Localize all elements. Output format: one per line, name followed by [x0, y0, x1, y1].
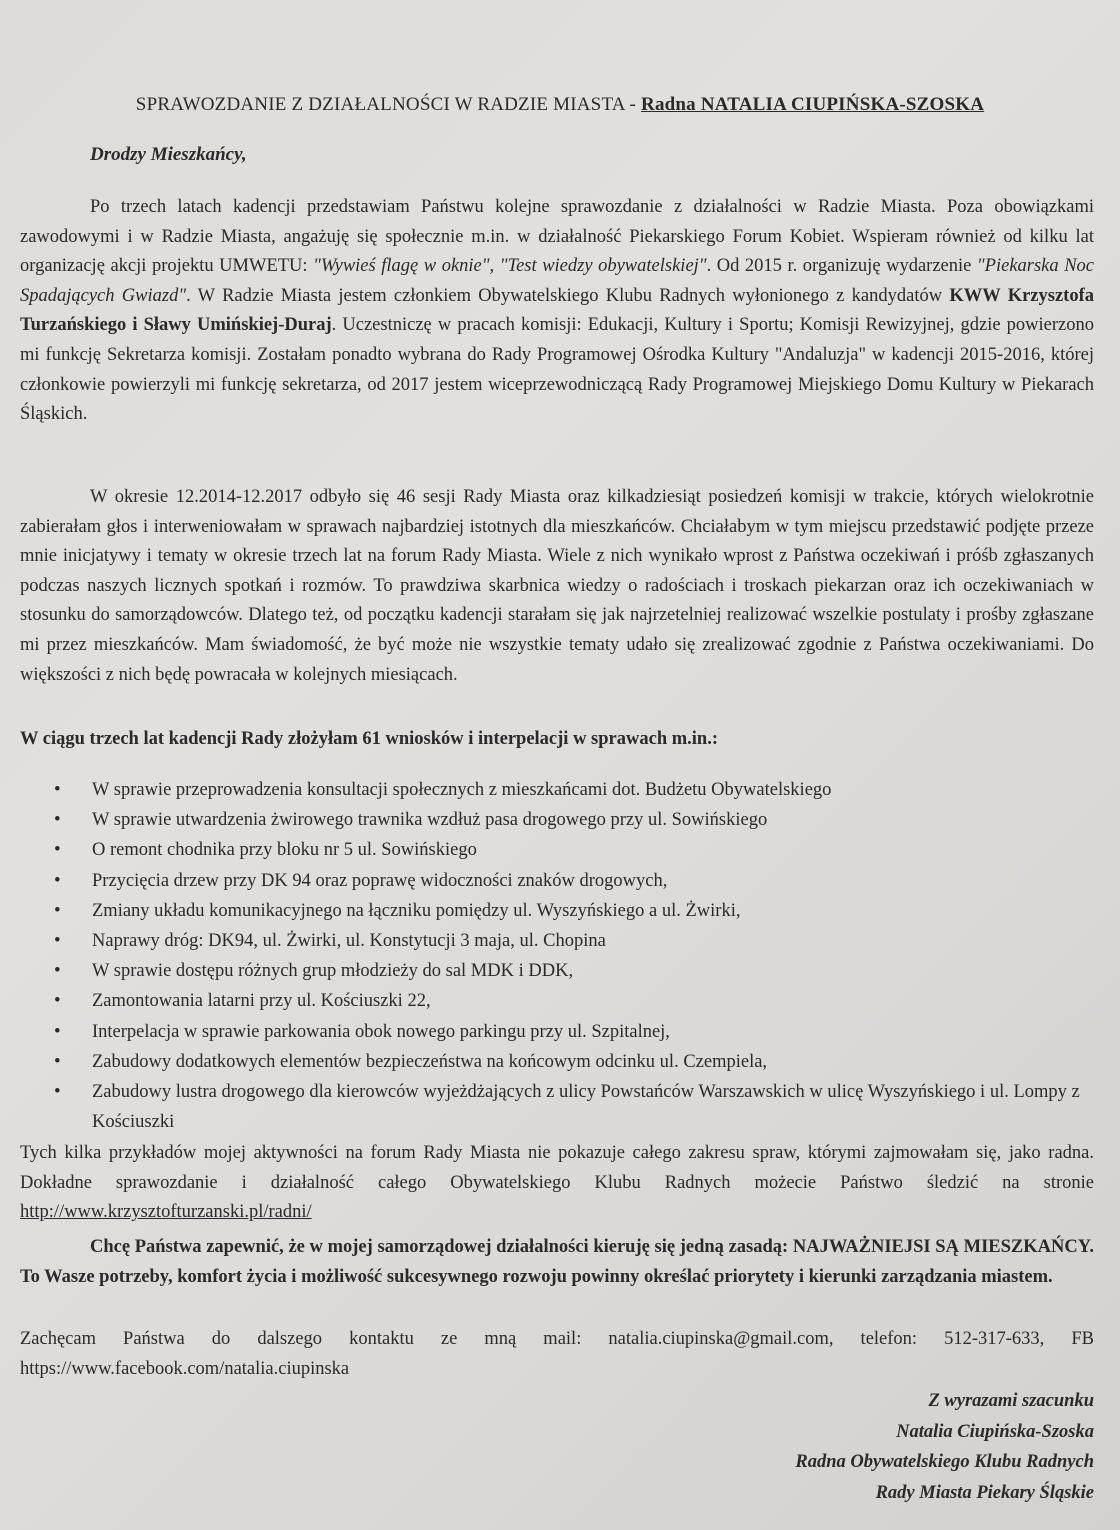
intro-text-2: . Od 2015 r. organizuję wydarzenie [706, 256, 977, 277]
signature-closing: Z wyrazami szacunku [928, 1391, 1094, 1411]
list-heading: W ciągu trzech lat kadencji Rady złożyłam 61 wniosków i interpelacji w sprawach m.in.: [20, 729, 718, 749]
title-name: Radna NATALIA CIUPIŃSKA-SZOSKA [641, 94, 985, 115]
website-link[interactable]: http://www.krzysztofturzanski.pl/radni/ [20, 1202, 312, 1223]
signature-role: Radna Obywatelskiego Klubu Radnych [795, 1452, 1094, 1472]
list-item: • Zabudowy lustra drogowego dla kierowców wyjeżdżających z ulicy Powstańców Warszawskich w ulicę Wyszyńskiego i ul. Lompy z Kościuszki [0, 1077, 1100, 1137]
signature-name: Natalia Ciupińska-Szoska [896, 1421, 1094, 1442]
intro-text-1: Po trzech latach kadencji przedstawiam Państwu kolejne sprawozdanie z działalności w Radzie Miasta. Poza obowiązkami zawodowymi i w Radzie Miasta, angażuję się społecznie m.in. w działalność Piekarskiego Forum Kobiet. Wspieram również od kilku lat organizację akcji projektu UMWETU: [20, 197, 1094, 277]
list-item: • Przycięcia drzew przy DK 94 oraz poprawę widoczności znaków drogowych, [0, 866, 1100, 896]
intro-text-4: . Uczestniczę w pracach komisji: Edukacji, Kultury i Sportu; Komisji Rewizyjnej, gdzie powierzono mi funkcję Sekretarza komisji. Zostałam ponadto wybrana do Rady Programowej Ośrodka Kultury "Andaluzja" w kadencji 2015-2016, której członkowie powierzyli mi funkcję sekretarza, od 2017 jestem wiceprzewodniczącą Rady Programowej Miejskiego Domu Kultury w Piekarach Śląskich. [20, 315, 1095, 425]
list-item: • Interpelacja w sprawie parkowania obok nowego parkingu przy ul. Szpitalnej, [0, 1017, 1100, 1047]
list-item: • Zabudowy dodatkowych elementów bezpieczeństwa na końcowym odcinku ul. Czempiela, [0, 1047, 1100, 1077]
period-paragraph: W okresie 12.2014-12.2017 odbyło się 46 sesji Rady Miasta oraz kilkadziesiąt posiedzeń komisji w trakcie, których wielokrotnie zabierałam głos i interweniowałam w sprawach najbardziej istotnych dla mieszkańców. Chciałabym w tym miejscu przedstawić podjęte przeze mnie inicjatywy i tematy w okresie trzech lat na forum Rady Miasta. Wiele z nich wynikało wprost z Państwa oczekiwań i próśb zgłaszanych podczas naszych licznych spotkań i rozmów. To prawdziwa skarbnica wiedzy o radościach i troskach piekarzan oraz ich oczekiwaniach w stosunku do samorządowców. Dlatego też, od początku kadencji starałam się jak najrzetelniej realizować wszelkie postulaty i prośby zgłaszane mi przez mieszkańców. Mam świadomość, że być może nie wszystkie tematy udało się zrealizować zgodnie z Państwa oczekiwaniami. Do większości z nich będę powracała w kolejnych miesiącach. [20, 487, 1094, 685]
contact-paragraph: Zachęcam Państwa do dalszego kontaktu ze mną mail: natalia.ciupinska@gmail.com, telefon: 512-317-633, FB https://www.facebook.com/natalia.ciupinska [20, 1329, 1094, 1379]
list-item: • W sprawie przeprowadzenia konsultacji społecznych z mieszkańcami dot. Budżetu Obywatelskiego [0, 775, 1100, 805]
list-item: • Zmiany układu komunikacyjnego na łączniku pomiędzy ul. Wyszyńskiego a ul. Żwirki, [0, 896, 1100, 926]
intro-bold-1: KWW Krzysztofa Turzańskiego i Sławy Umińskiej-Duraj [20, 285, 1094, 336]
intro-text-3: . W Radzie Miasta jestem członkiem Obywatelskiego Klubu Radnych wyłonionego z kandydatów [186, 285, 950, 306]
document-title [0, 94, 1120, 116]
list-item: • Zamontowania latarni przy ul. Kościuszki 22, [0, 986, 1100, 1016]
signature-council: Rady Miasta Piekary Śląskie [875, 1482, 1094, 1503]
principle-paragraph: Chcę Państwa zapewnić, że w mojej samorządowej działalności kieruję się jedną zasadą: NAJWAŻNIEJSI SĄ MIESZKAŃCY. To Wasze potrzeby, komfort życia i możliwość sukcesywnego rozwoju powinny określać priorytety i kierunki zarządzania miastem. [20, 1237, 1094, 1287]
list-item: • W sprawie utwardzenia żwirowego trawnika wzdłuż pasa drogowego przy ul. Sowińskiego [0, 805, 1100, 835]
intro-paragraph [20, 193, 1094, 430]
request-list [0, 775, 1100, 1137]
summary-text: Tych kilka przykładów mojej aktywności na forum Rady Miasta nie pokazuje całego zakresu spraw, którymi zajmowałam się, jako radna. Dokładne sprawozdanie i działalność całego Obywatelskiego Klubu Radnych możecie Państwo śledzić na stronie [20, 1143, 1094, 1193]
greeting: Drodzy Mieszkańcy, [90, 144, 247, 165]
summary-paragraph [20, 1139, 1094, 1228]
list-item: • Naprawy dróg: DK94, ul. Żwirki, ul. Konstytucji 3 maja, ul. Chopina [0, 926, 1100, 956]
signature-block [795, 1386, 1094, 1508]
list-item: • O remont chodnika przy bloku nr 5 ul. Sowińskiego [0, 835, 1100, 865]
list-item: • W sprawie dostępu różnych grup młodzieży do sal MDK i DDK, [0, 956, 1100, 986]
intro-italic-1: "Wywieś flagę w oknie", "Test wiedzy obywatelskiej" [313, 256, 707, 277]
title-prefix: SPRAWOZDANIE Z DZIAŁALNOŚCI W RADZIE MIASTA - [135, 94, 642, 115]
intro-italic-2: "Piekarska Noc Spadających Gwiazd" [20, 256, 1095, 306]
